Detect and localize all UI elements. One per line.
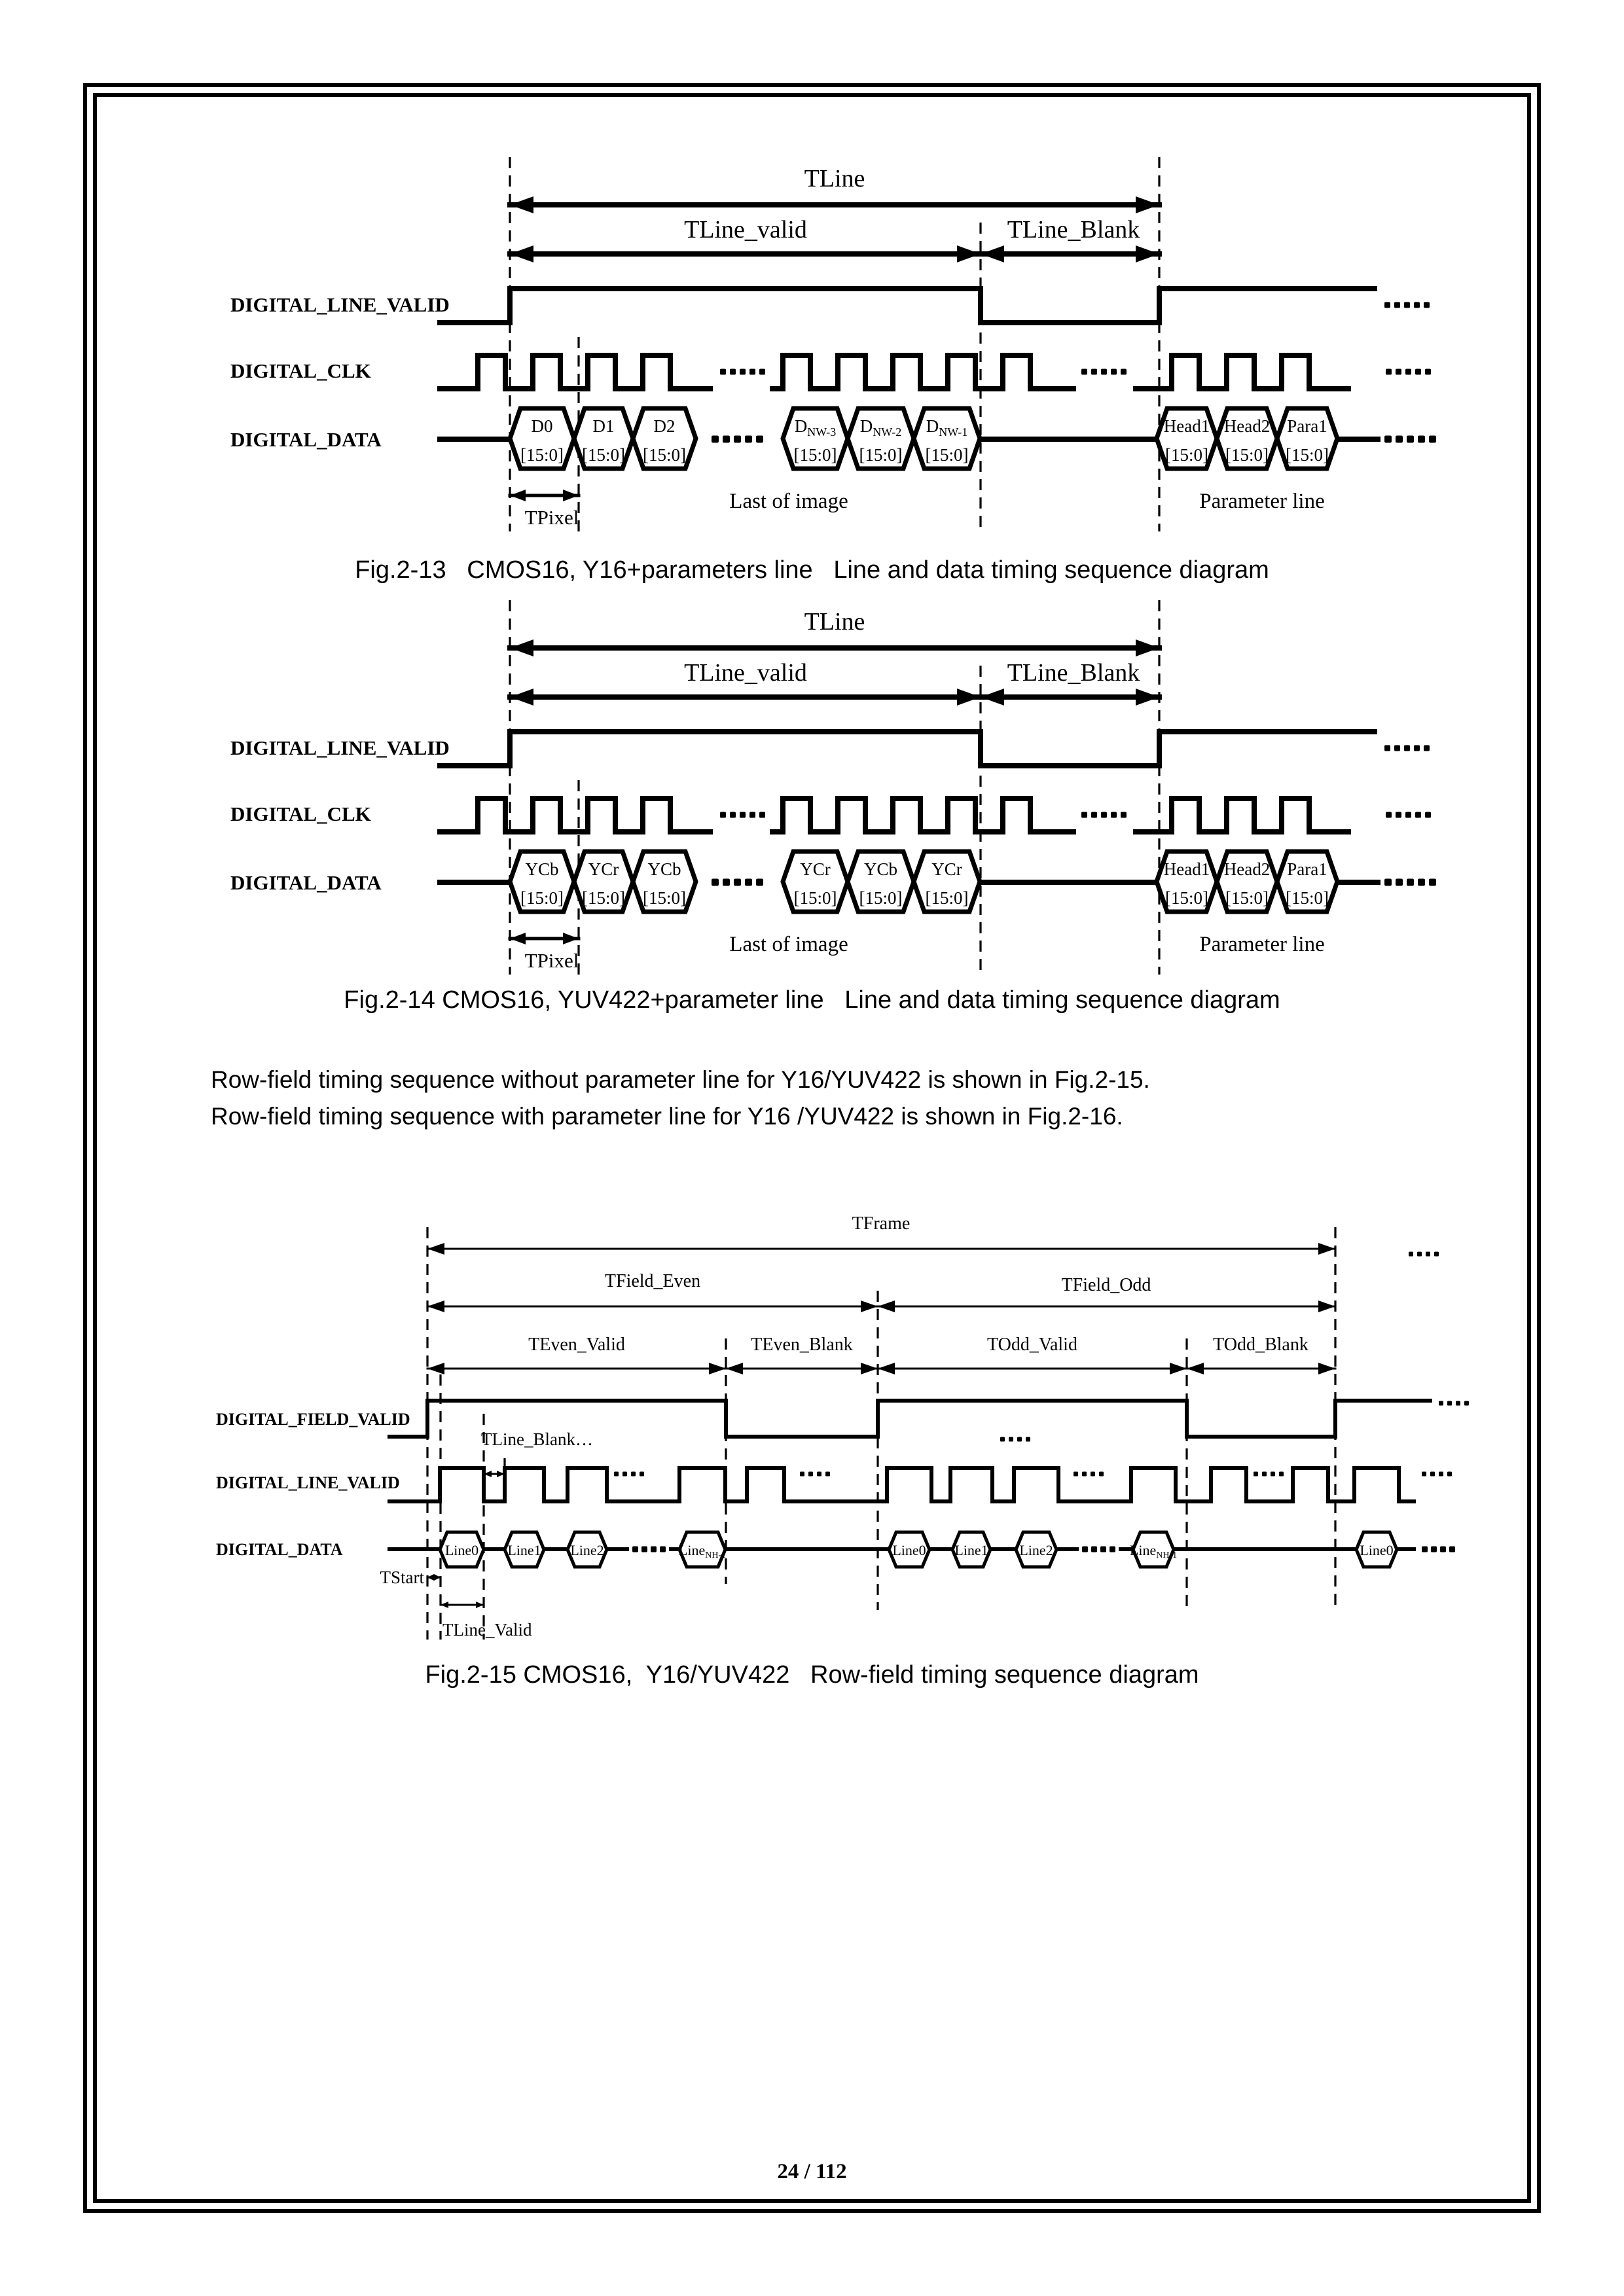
- data-cell-base: Line: [1129, 1542, 1157, 1558]
- data-cell-label: [1164, 416, 1210, 436]
- data-cell-label: [1287, 859, 1327, 879]
- data-cell-label: [647, 859, 681, 879]
- ellipsis-dots: [745, 436, 752, 443]
- fig13-caption: Fig.2-13 CMOS16, Y16+parameters line Line and data timing sequence diagram: [355, 556, 1269, 584]
- arrow-tline-blank-head: [1136, 689, 1159, 706]
- label-tline: TLine: [804, 165, 865, 192]
- ellipsis-dots: [1394, 745, 1400, 751]
- ellipsis-dots: [1254, 1472, 1258, 1477]
- ellipsis-dots: [1026, 1437, 1030, 1442]
- ellipsis-dots: [1091, 812, 1097, 818]
- signal-name-digital-data: DIGITAL_DATA: [216, 1540, 343, 1559]
- ellipsis-dots: [1407, 879, 1414, 886]
- ellipsis-dots: [1424, 745, 1430, 751]
- data-cell-base: YCr: [800, 859, 831, 879]
- ellipsis-dots: [720, 812, 726, 818]
- data-cell-base: Head2: [1223, 859, 1271, 879]
- ellipsis-dots: [1415, 369, 1421, 375]
- ellipsis-dots: [1405, 369, 1411, 375]
- ellipsis-dots: [1074, 1472, 1078, 1477]
- arrow-teven-blank-head: [726, 1363, 743, 1374]
- arrow-tline-valid-gap-head: [441, 1602, 448, 1608]
- wave-digital-line-valid: [440, 732, 1375, 766]
- arrow-tpixel-head: [563, 490, 579, 501]
- data-cell-range: [15:0]: [643, 888, 686, 908]
- label-tpixel: TPixel: [524, 949, 579, 972]
- arrow-tline-head: [1136, 639, 1159, 656]
- ellipsis-dots: [1439, 1401, 1443, 1406]
- data-cell-label: [954, 1542, 988, 1558]
- data-cell-base: Line1: [954, 1542, 988, 1558]
- data-cell-base: Para1: [1287, 859, 1327, 879]
- label-todd-valid: TOdd_Valid: [987, 1335, 1077, 1355]
- ellipsis-dots: [1449, 1547, 1455, 1552]
- signal-name-digital-line-valid: DIGITAL_LINE_VALID: [216, 1473, 400, 1492]
- ellipsis-dots: [1417, 1252, 1422, 1257]
- ellipsis-dots: [1464, 1401, 1469, 1406]
- wave-digital-line-valid: [440, 289, 1375, 323]
- arrow-tline-valid-head: [957, 245, 981, 262]
- data-cell-subscript: NW-2: [873, 425, 902, 439]
- signal-name-digital-data: DIGITAL_DATA: [230, 871, 382, 894]
- ellipsis-dots: [1440, 1547, 1446, 1552]
- body-text-line-2: Row-field timing sequence with parameter line for Y16 /YUV422 is shown in Fig.2-16.: [211, 1103, 1123, 1130]
- ellipsis-dots: [1425, 369, 1431, 375]
- ellipsis-dots: [1384, 436, 1392, 443]
- arrow-tfield-odd-head: [878, 1300, 895, 1312]
- ellipsis-dots: [1121, 812, 1127, 818]
- data-cell-range: [15:0]: [582, 445, 625, 465]
- ellipsis-dots: [734, 436, 741, 443]
- wave-digital-clk: [772, 798, 1074, 832]
- label-tline-blank: TLine_Blank…: [481, 1429, 593, 1449]
- ellipsis-dots: [1091, 1472, 1095, 1477]
- data-cell-label: [800, 859, 831, 879]
- data-cell-base: YCb: [525, 859, 559, 879]
- data-cell-range: [15:0]: [925, 888, 969, 908]
- ellipsis-dots: [1405, 812, 1411, 818]
- wave-digital-clk: [440, 355, 710, 389]
- ellipsis-dots: [1418, 879, 1425, 886]
- label-todd-blank: TOdd_Blank: [1213, 1335, 1308, 1355]
- data-cell-range: [15:0]: [925, 445, 969, 465]
- arrow-tline-head: [510, 639, 533, 656]
- ellipsis-dots: [1456, 1401, 1460, 1406]
- data-cell-base: Line0: [444, 1542, 479, 1558]
- ellipsis-dots: [641, 1547, 647, 1552]
- ellipsis-dots: [1425, 812, 1431, 818]
- ellipsis-dots: [1431, 1547, 1437, 1552]
- ellipsis-dots: [1404, 302, 1410, 308]
- data-cell-label: [593, 416, 615, 436]
- arrow-tline-valid-head: [510, 245, 533, 262]
- data-cell-subscript: NH-1: [705, 1551, 727, 1560]
- ellipsis-dots: [756, 879, 763, 886]
- data-cell-base: Head1: [1163, 416, 1210, 436]
- page-border-outer: [85, 85, 1539, 2211]
- data-cell-subscript: NH-1: [1156, 1551, 1178, 1560]
- arrow-todd-blank-head: [1318, 1363, 1335, 1374]
- data-cell-base: Line2: [1019, 1542, 1053, 1558]
- data-cell-label: [892, 1542, 926, 1558]
- ellipsis-dots: [1430, 1472, 1435, 1477]
- ellipsis-dots: [800, 1472, 804, 1477]
- arrow-tframe-head: [1318, 1243, 1335, 1255]
- ellipsis-dots: [1396, 436, 1403, 443]
- fig15-caption: Fig.2-15 CMOS16, Y16/YUV422 Row-field timing sequence diagram: [425, 1661, 1199, 1689]
- data-cell-range: [15:0]: [520, 888, 564, 908]
- data-cell-subscript: NW-3: [807, 425, 837, 439]
- data-cell-base: Head2: [1223, 416, 1271, 436]
- ellipsis-dots: [808, 1472, 813, 1477]
- label-tstart: TStart: [380, 1568, 424, 1587]
- signal-name-digital-clk: DIGITAL_CLK: [230, 359, 371, 382]
- wave-digital-clk: [772, 355, 1074, 389]
- ellipsis-dots: [631, 1472, 636, 1477]
- data-cell-base: D1: [592, 416, 615, 436]
- data-cell-base: Line2: [570, 1542, 604, 1558]
- ellipsis-dots: [1429, 436, 1436, 443]
- ellipsis-dots: [712, 879, 719, 886]
- arrow-todd-valid-head: [1170, 1363, 1187, 1374]
- data-cell-base: YCb: [647, 859, 681, 879]
- arrow-todd-blank-head: [1187, 1363, 1204, 1374]
- arrow-tline-valid-head: [510, 689, 533, 706]
- ellipsis-dots: [1407, 436, 1414, 443]
- ellipsis-dots: [1434, 1252, 1439, 1257]
- data-cell-label: [931, 859, 962, 879]
- body-text-line-1: Row-field timing sequence without parameter line for Y16/YUV422 is shown in Fig.2-15.: [211, 1066, 1150, 1093]
- label-tline-blank: TLine_Blank: [1007, 659, 1140, 687]
- data-cell-base: D0: [531, 416, 553, 436]
- ellipsis-dots: [1404, 745, 1410, 751]
- data-cell-base: D: [794, 416, 808, 436]
- ellipsis-dots: [825, 1472, 830, 1477]
- data-cell-label: [1164, 859, 1210, 879]
- ellipsis-dots: [723, 436, 730, 443]
- ellipsis-dots: [1418, 436, 1425, 443]
- ellipsis-dots: [723, 879, 730, 886]
- arrow-tline-valid-gap-head: [476, 1602, 484, 1608]
- ellipsis-dots: [1082, 1547, 1088, 1552]
- ellipsis-dots: [1384, 302, 1390, 308]
- ellipsis-dots: [1386, 369, 1392, 375]
- data-cell-label: [864, 859, 897, 879]
- ellipsis-dots: [1082, 1472, 1087, 1477]
- data-cell-base: YCr: [931, 859, 962, 879]
- ellipsis-dots: [640, 1472, 644, 1477]
- page-number: 24 / 112: [777, 2160, 847, 2183]
- data-cell-range: [15:0]: [1165, 888, 1208, 908]
- data-cell-subscript: NW-1: [939, 425, 968, 439]
- label-tline-valid: TLine_valid: [684, 659, 807, 687]
- wave-digital-clk: [1136, 798, 1348, 832]
- data-cell-range: [15:0]: [793, 445, 837, 465]
- ellipsis-dots: [1439, 1472, 1443, 1477]
- data-cell-base: D2: [653, 416, 676, 436]
- arrow-tfield-even-head: [427, 1300, 444, 1312]
- arrow-tpixel-head: [563, 933, 579, 944]
- ellipsis-dots: [1394, 302, 1400, 308]
- ellipsis-dots: [1415, 812, 1421, 818]
- ellipsis-dots: [740, 812, 746, 818]
- wave-digital-clk: [440, 798, 710, 832]
- data-cell-label: [1287, 416, 1327, 436]
- wave-digital-clk: [1136, 355, 1348, 389]
- ellipsis-dots: [1081, 812, 1087, 818]
- data-cell-base: YCr: [588, 859, 619, 879]
- ellipsis-dots: [660, 1547, 666, 1552]
- ellipsis-dots: [1100, 1547, 1106, 1552]
- arrow-tline-valid-head: [957, 689, 981, 706]
- arrow-teven-valid-head: [709, 1363, 726, 1374]
- ellipsis-dots: [759, 812, 765, 818]
- label-teven-valid: TEven_Valid: [528, 1335, 625, 1355]
- data-cell-label: [588, 859, 619, 879]
- label-last-of-image: Last of image: [729, 490, 848, 513]
- ellipsis-dots: [759, 369, 765, 375]
- fig14-caption: Fig.2-14 CMOS16, YUV422+parameter line Line and data timing sequence diagram: [344, 986, 1280, 1014]
- ellipsis-dots: [1121, 369, 1127, 375]
- ellipsis-dots: [1101, 812, 1107, 818]
- ellipsis-dots: [1091, 369, 1097, 375]
- ellipsis-dots: [1429, 879, 1436, 886]
- data-cell-range: [15:0]: [1225, 445, 1269, 465]
- arrow-tpixel-head: [510, 490, 526, 501]
- ellipsis-dots: [1414, 745, 1420, 751]
- ellipsis-dots: [1447, 1472, 1452, 1477]
- label-last-of-image: Last of image: [729, 933, 848, 956]
- data-cell-label: [1360, 1542, 1393, 1558]
- label-tline: TLine: [804, 608, 865, 636]
- signal-name-digital-line-valid: DIGITAL_LINE_VALID: [230, 736, 450, 759]
- label-tpixel: TPixel: [524, 506, 579, 529]
- ellipsis-dots: [1426, 1252, 1430, 1257]
- data-cell-label: [507, 1542, 541, 1558]
- ellipsis-dots: [1396, 879, 1403, 886]
- data-cell-label: [525, 859, 558, 879]
- data-cell-range: [15:0]: [1286, 888, 1329, 908]
- ellipsis-dots: [720, 369, 726, 375]
- data-cell-base: Para1: [1287, 416, 1327, 436]
- ellipsis-dots: [614, 1472, 619, 1477]
- arrow-todd-valid-head: [878, 1363, 895, 1374]
- data-cell-label: [445, 1542, 478, 1558]
- arrow-tframe-head: [427, 1243, 444, 1255]
- arrow-tline-blank-head: [1136, 245, 1159, 262]
- ellipsis-dots: [1017, 1437, 1022, 1442]
- arrow-tline-head: [510, 196, 533, 213]
- signal-name-digital-data: DIGITAL_DATA: [230, 428, 382, 451]
- data-cell-label: [1224, 859, 1270, 879]
- ellipsis-dots: [1409, 1252, 1413, 1257]
- label-parameter-line: Parameter line: [1199, 933, 1325, 956]
- data-cell-base: Line0: [892, 1542, 926, 1558]
- ellipsis-dots: [1101, 369, 1107, 375]
- ellipsis-dots: [1414, 302, 1420, 308]
- data-cell-label: [1224, 416, 1270, 436]
- ellipsis-dots: [1422, 1547, 1428, 1552]
- ellipsis-dots: [1447, 1401, 1452, 1406]
- arrow-tline-head: [1136, 196, 1159, 213]
- data-cell-range: [15:0]: [859, 888, 903, 908]
- data-cell-base: D: [859, 416, 873, 436]
- ellipsis-dots: [1081, 369, 1087, 375]
- ellipsis-dots: [749, 369, 755, 375]
- ellipsis-dots: [651, 1547, 657, 1552]
- ellipsis-dots: [730, 369, 736, 375]
- ellipsis-dots: [1422, 1472, 1426, 1477]
- data-cell-base: D: [926, 416, 939, 436]
- arrow-teven-blank-head: [861, 1363, 878, 1374]
- ellipsis-dots: [1262, 1472, 1267, 1477]
- ellipsis-dots: [1386, 812, 1392, 818]
- ellipsis-dots: [1384, 879, 1392, 886]
- ellipsis-dots: [745, 879, 752, 886]
- ellipsis-dots: [1099, 1472, 1104, 1477]
- label-tline-valid: TLine_Valid: [442, 1620, 532, 1640]
- ellipsis-dots: [1396, 369, 1401, 375]
- label-tfield-odd: TField_Odd: [1061, 1275, 1151, 1295]
- label-tfield-even: TField_Even: [604, 1271, 701, 1291]
- data-cell-base: YCb: [863, 859, 898, 879]
- data-cell-label: [654, 416, 676, 436]
- ellipsis-dots: [749, 812, 755, 818]
- ellipsis-dots: [730, 812, 736, 818]
- data-cell-label: [1019, 1542, 1053, 1558]
- ellipsis-dots: [817, 1472, 821, 1477]
- data-cell-base: Line1: [507, 1542, 541, 1558]
- data-cell-label: [532, 416, 553, 436]
- ellipsis-dots: [1111, 369, 1117, 375]
- data-cell-base: Head1: [1163, 859, 1210, 879]
- ellipsis-dots: [756, 436, 763, 443]
- data-cell-range: [15:0]: [1165, 445, 1208, 465]
- ellipsis-dots: [712, 436, 719, 443]
- ellipsis-dots: [740, 369, 746, 375]
- label-parameter-line: Parameter line: [1199, 490, 1325, 513]
- ellipsis-dots: [1009, 1437, 1013, 1442]
- ellipsis-dots: [632, 1547, 638, 1552]
- ellipsis-dots: [1279, 1472, 1284, 1477]
- ellipsis-dots: [623, 1472, 627, 1477]
- label-tline-valid: TLine_valid: [684, 216, 807, 243]
- ellipsis-dots: [1396, 812, 1401, 818]
- arrow-tline-blank-head: [981, 245, 1004, 262]
- signal-name-digital-line-valid: DIGITAL_LINE_VALID: [230, 293, 450, 316]
- data-cell-range: [15:0]: [793, 888, 837, 908]
- ellipsis-dots: [1424, 302, 1430, 308]
- data-cell-label: [570, 1542, 604, 1558]
- label-tframe: TFrame: [852, 1213, 911, 1234]
- ellipsis-dots: [1110, 1547, 1115, 1552]
- ellipsis-dots: [1091, 1547, 1097, 1552]
- ellipsis-dots: [1271, 1472, 1275, 1477]
- data-cell-range: [15:0]: [859, 445, 903, 465]
- data-cell-range: [15:0]: [520, 445, 564, 465]
- ellipsis-dots: [734, 879, 741, 886]
- arrow-tpixel-head: [510, 933, 526, 944]
- data-cell-range: [15:0]: [643, 445, 686, 465]
- arrow-tfield-odd-head: [1318, 1300, 1335, 1312]
- data-cell-range: [15:0]: [1225, 888, 1269, 908]
- label-teven-blank: TEven_Blank: [751, 1335, 853, 1355]
- ellipsis-dots: [1384, 745, 1390, 751]
- arrow-tfield-even-head: [861, 1300, 878, 1312]
- ellipsis-dots: [1111, 812, 1117, 818]
- arrow-tline-blank-head: [981, 689, 1004, 706]
- signal-name-digital-field-valid: DIGITAL_FIELD_VALID: [216, 1410, 410, 1429]
- wave-digital-line-valid: [389, 1468, 1414, 1501]
- data-cell-base: Line: [678, 1542, 706, 1558]
- data-cell-range: [15:0]: [1286, 445, 1329, 465]
- data-cell-base: Line0: [1360, 1542, 1394, 1558]
- data-cell-range: [15:0]: [582, 888, 625, 908]
- signal-name-digital-clk: DIGITAL_CLK: [230, 802, 371, 825]
- arrow-teven-valid-head: [427, 1363, 444, 1374]
- ellipsis-dots: [1000, 1437, 1005, 1442]
- label-tline-blank: TLine_Blank: [1007, 216, 1140, 243]
